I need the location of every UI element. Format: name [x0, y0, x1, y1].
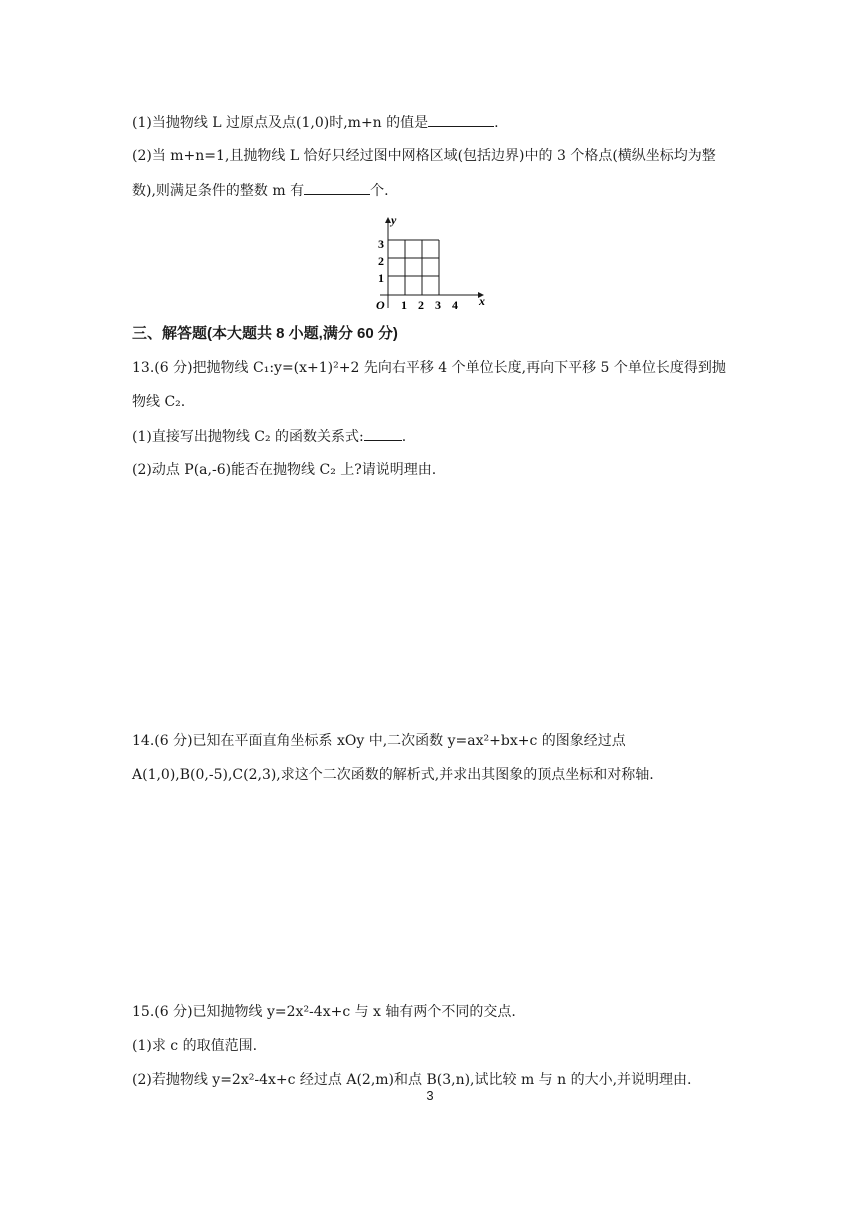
q12-part2-line2-text: 数),则满足条件的整数 m 有: [132, 183, 305, 199]
q12-part2-end: 个.: [370, 183, 389, 199]
q13-line2: 物线 C₂.: [132, 394, 186, 410]
q13-line1: 13.(6 分)把抛物线 C₁:y=(x+1)²+2 先向右平移 4 个单位长度,再向下平移 5 个单位长度得到抛: [132, 360, 726, 376]
x-tick-2: 2: [418, 298, 424, 312]
q15-line1: 15.(6 分)已知抛物线 y=2x²-4x+c 与 x 轴有两个不同的交点.: [132, 1004, 516, 1020]
q13-part2: (2)动点 P(a,-6)能否在抛物线 C₂ 上?请说明理由.: [132, 462, 437, 478]
section3-heading: 三、解答题(本大题共 8 小题,满分 60 分): [132, 325, 398, 342]
x-tick-4: 4: [452, 298, 458, 312]
x-tick-1: 1: [401, 298, 407, 312]
q15-part1: (1)求 c 的取值范围.: [132, 1038, 258, 1054]
q14-line1: 14.(6 分)已知在平面直角坐标系 xOy 中,二次函数 y=ax²+bx+c 的图象经过点: [132, 733, 626, 749]
answer-blank-3: [364, 426, 402, 441]
page-number: 3: [426, 1088, 434, 1103]
q13-part1-end: .: [401, 429, 407, 445]
x-axis-label: x: [479, 294, 485, 308]
x-tick-3: 3: [435, 298, 441, 312]
q14-line2: A(1,0),B(0,-5),C(2,3),求这个二次函数的解析式,并求出其图象的顶点坐标和对称轴.: [132, 767, 654, 783]
q12-part2-line2: [132, 180, 389, 201]
q13-part1-text: (1)直接写出抛物线 C₂ 的函数关系式:: [132, 429, 364, 445]
y-tick-1: 1: [378, 271, 384, 285]
y-axis-label: y: [391, 213, 397, 227]
origin-label: O: [376, 298, 385, 312]
y-tick-3: 3: [378, 237, 384, 251]
grid-lines: [388, 240, 439, 295]
q12-part1: [132, 112, 499, 133]
answer-blank-1: [428, 112, 494, 127]
q12-part2-line1: (2)当 m+n=1,且抛物线 L 恰好只经过图中网格区域(包括边界)中的 3 个格点(横纵坐标均为整: [132, 148, 716, 164]
q12-part1-text: (1)当抛物线 L 过原点及点(1,0)时,m+n 的值是: [132, 115, 429, 131]
answer-blank-2: [304, 180, 370, 195]
y-tick-2: 2: [378, 254, 384, 268]
q13-part1: [132, 426, 406, 447]
q15-part2: (2)若抛物线 y=2x²-4x+c 经过点 A(2,m)和点 B(3,n),试比较 m 与 n 的大小,并说明理由.: [132, 1072, 692, 1088]
grid-figure: [366, 212, 496, 316]
q12-part1-end: .: [494, 115, 499, 131]
